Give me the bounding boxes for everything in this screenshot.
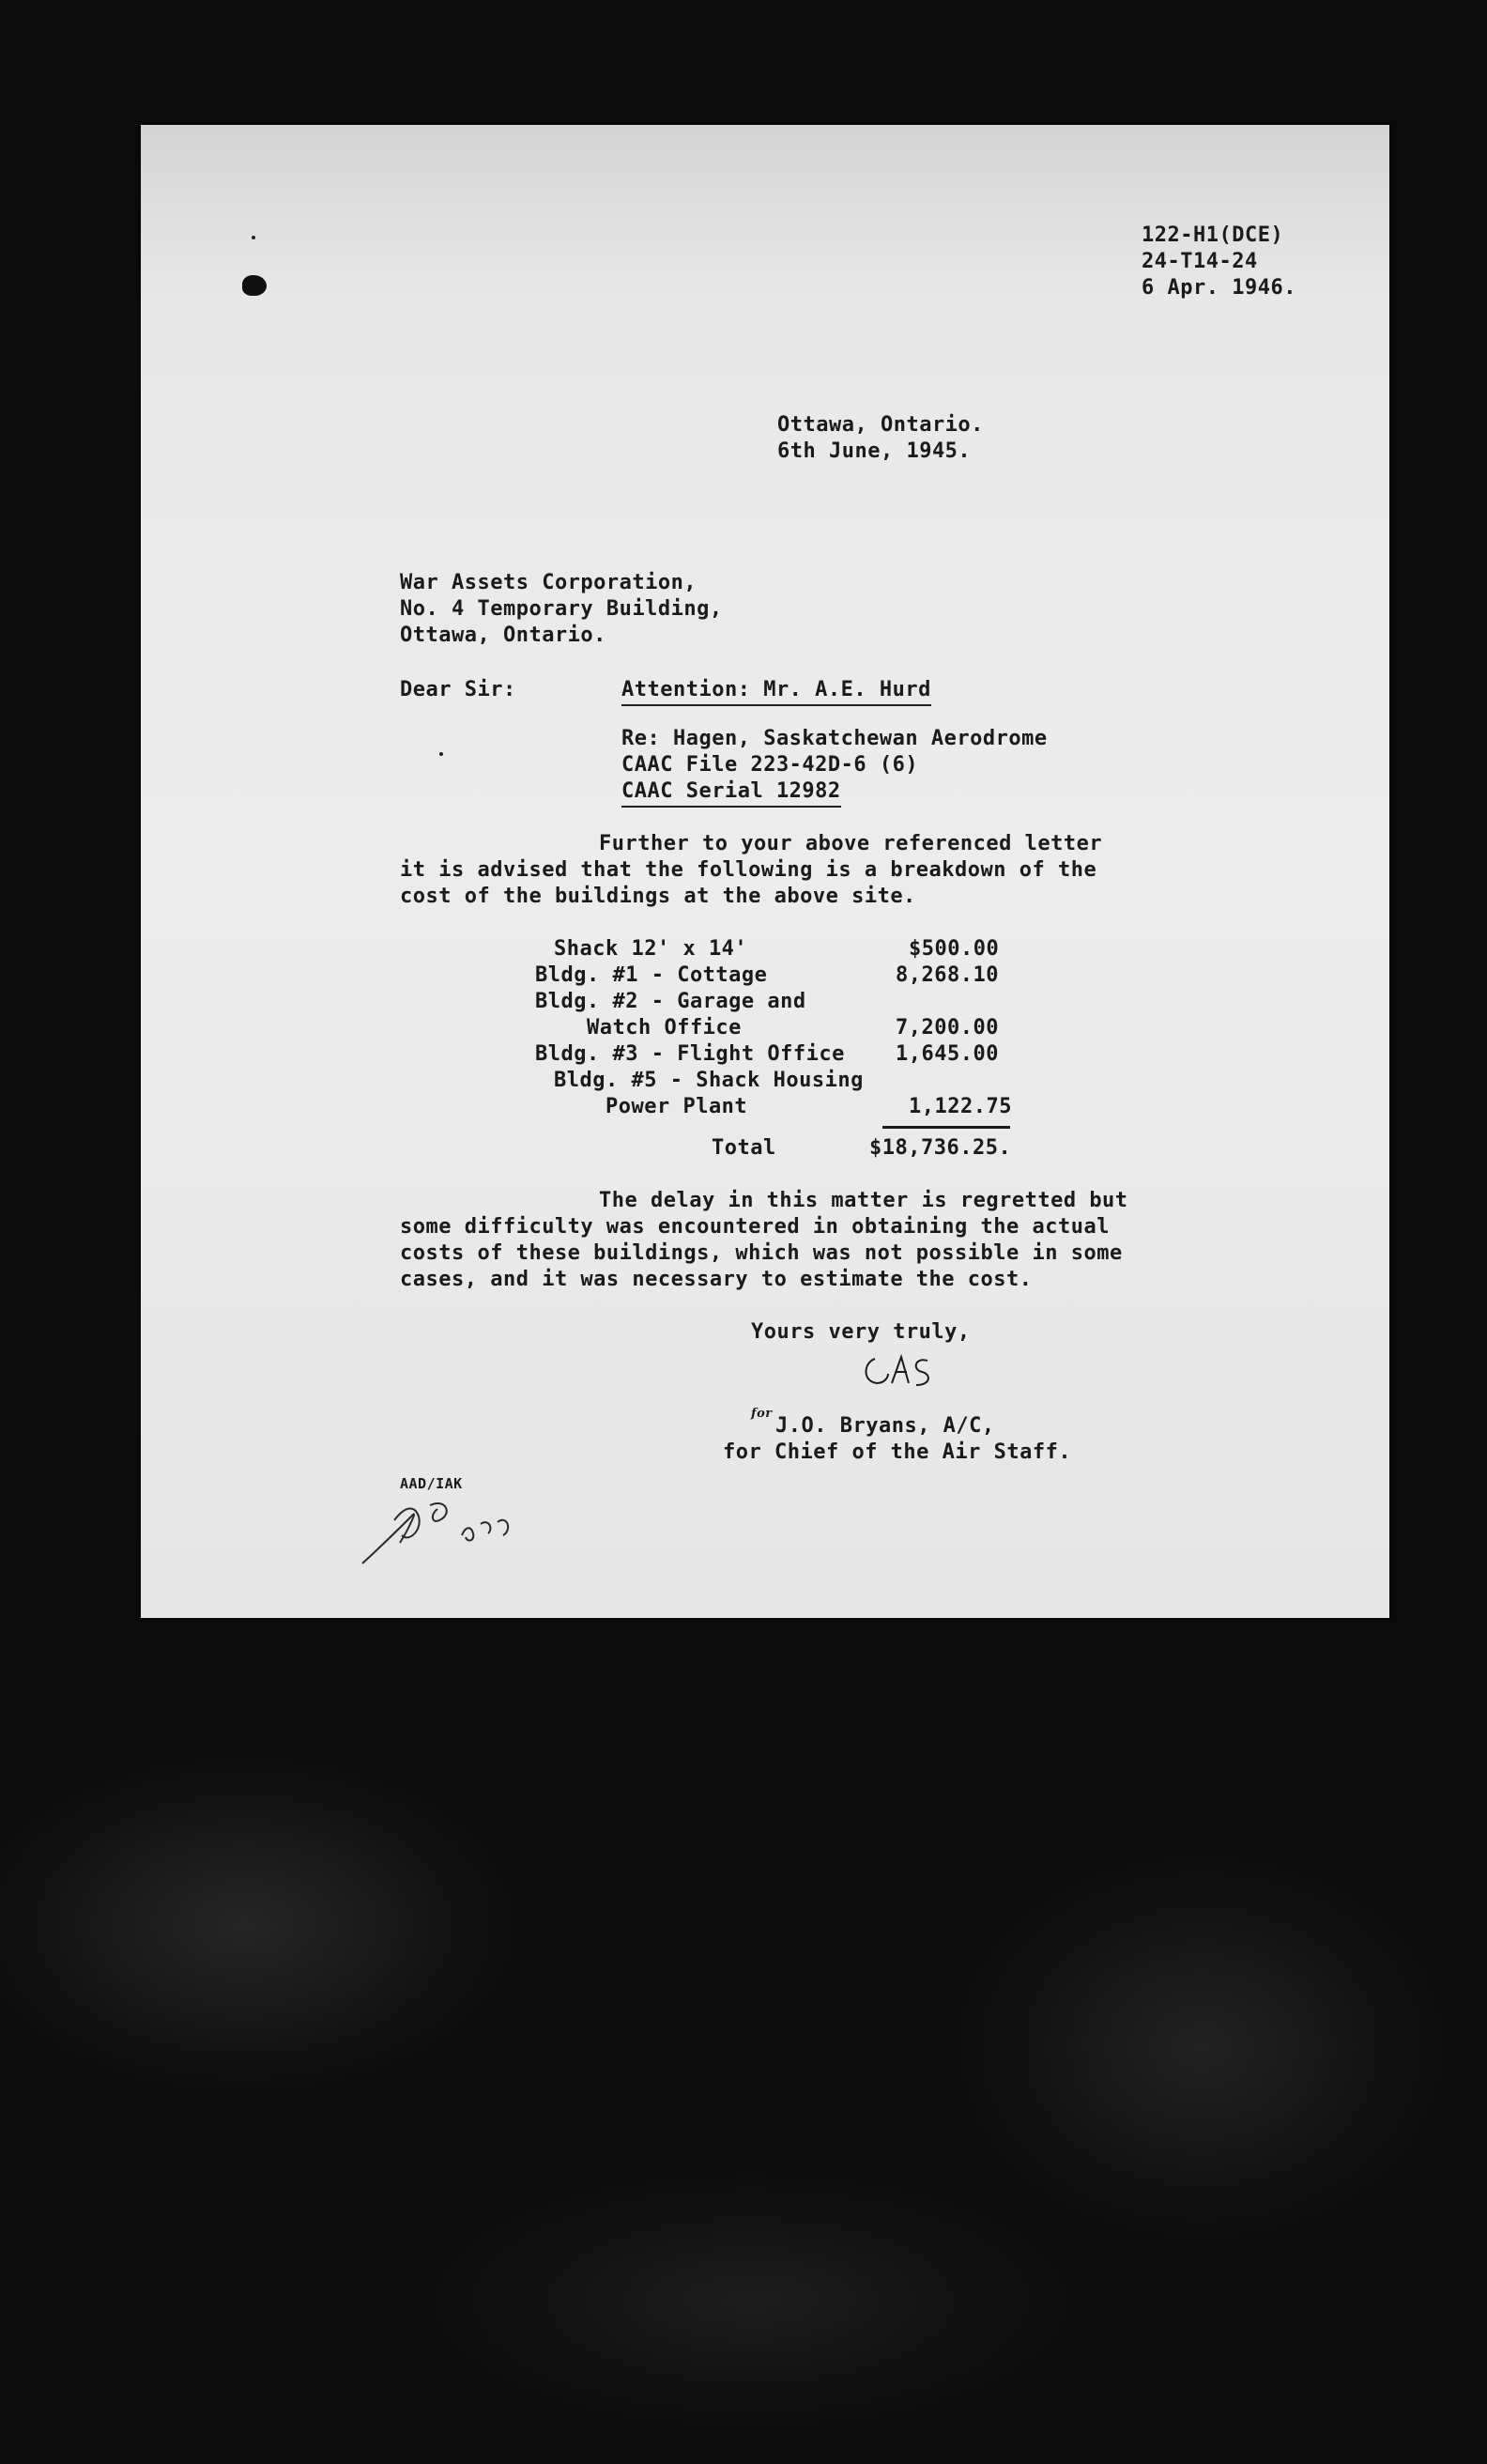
handwritten-annotation xyxy=(357,1477,544,1571)
ref-code-3: 6 Apr. 1946. xyxy=(1142,276,1296,300)
attention-line: Attention: Mr. A.E. Hurd xyxy=(621,677,931,706)
handwritten-initials xyxy=(854,1346,948,1402)
total-label: Total xyxy=(712,1136,776,1160)
cost-item-amount: 1,645.00 xyxy=(896,1042,999,1066)
para2-line-4: cases, and it was necessary to estimate the cost. xyxy=(400,1268,1033,1291)
para1-line-1: Further to your above referenced letter xyxy=(599,832,1103,855)
para1-line-3: cost of the buildings at the above site. xyxy=(400,885,916,908)
cost-item-label: Power Plant xyxy=(554,1095,748,1118)
para1-line-2: it is advised that the following is a breakdown of the xyxy=(400,858,1097,882)
salutation: Dear Sir: xyxy=(400,678,516,701)
recipient-line-2: No. 4 Temporary Building, xyxy=(400,597,723,621)
cost-item-amount: 8,268.10 xyxy=(896,963,999,987)
subject-line-3: CAAC Serial 12982 xyxy=(621,778,841,808)
cost-item-amount: $500.00 xyxy=(909,937,1000,961)
para2-line-2: some difficulty was encountered in obtaining the actual xyxy=(400,1215,1110,1239)
total-rule xyxy=(882,1126,1010,1129)
cost-item-label: Bldg. #1 - Cottage xyxy=(535,963,768,987)
cost-item-label: Bldg. #5 - Shack Housing xyxy=(554,1069,864,1092)
ref-code-1: 122-H1(DCE) xyxy=(1142,223,1284,247)
letter-date: 6th June, 1945. xyxy=(777,439,972,463)
cost-item-label: Shack 12' x 14' xyxy=(554,937,748,961)
reference-initials: AAD/IAK xyxy=(400,1475,463,1492)
letter-place: Ottawa, Ontario. xyxy=(777,413,984,437)
para2-line-1: The delay in this matter is regretted but xyxy=(599,1189,1128,1212)
cost-item-label: Bldg. #3 - Flight Office xyxy=(535,1042,845,1066)
closing: Yours very truly, xyxy=(751,1320,971,1344)
recipient-line-3: Ottawa, Ontario. xyxy=(400,624,606,647)
recipient-line-1: War Assets Corporation, xyxy=(400,571,698,594)
para2-line-3: costs of these buildings, which was not possible in some xyxy=(400,1241,1123,1265)
ink-blot xyxy=(242,275,267,296)
signer-prefix: for xyxy=(751,1407,773,1421)
ink-speck xyxy=(252,236,255,239)
letter-page xyxy=(141,125,1389,1618)
cost-item-label: Watch Office xyxy=(535,1016,742,1040)
signer-title: for Chief of the Air Staff. xyxy=(723,1440,1072,1464)
ref-code-2: 24-T14-24 xyxy=(1142,250,1258,273)
cost-item-label: Bldg. #2 - Garage and xyxy=(535,990,806,1013)
total-amount: $18,736.25. xyxy=(869,1136,1012,1160)
subject-line-2: CAAC File 223-42D-6 (6) xyxy=(621,753,919,777)
ink-speck xyxy=(439,752,443,756)
signer-name: J.O. Bryans, A/C, xyxy=(775,1414,995,1438)
subject-line-1: Re: Hagen, Saskatchewan Aerodrome xyxy=(621,727,1048,750)
cost-item-amount: 7,200.00 xyxy=(896,1016,999,1040)
cost-item-amount: 1,122.75 xyxy=(909,1095,1012,1118)
